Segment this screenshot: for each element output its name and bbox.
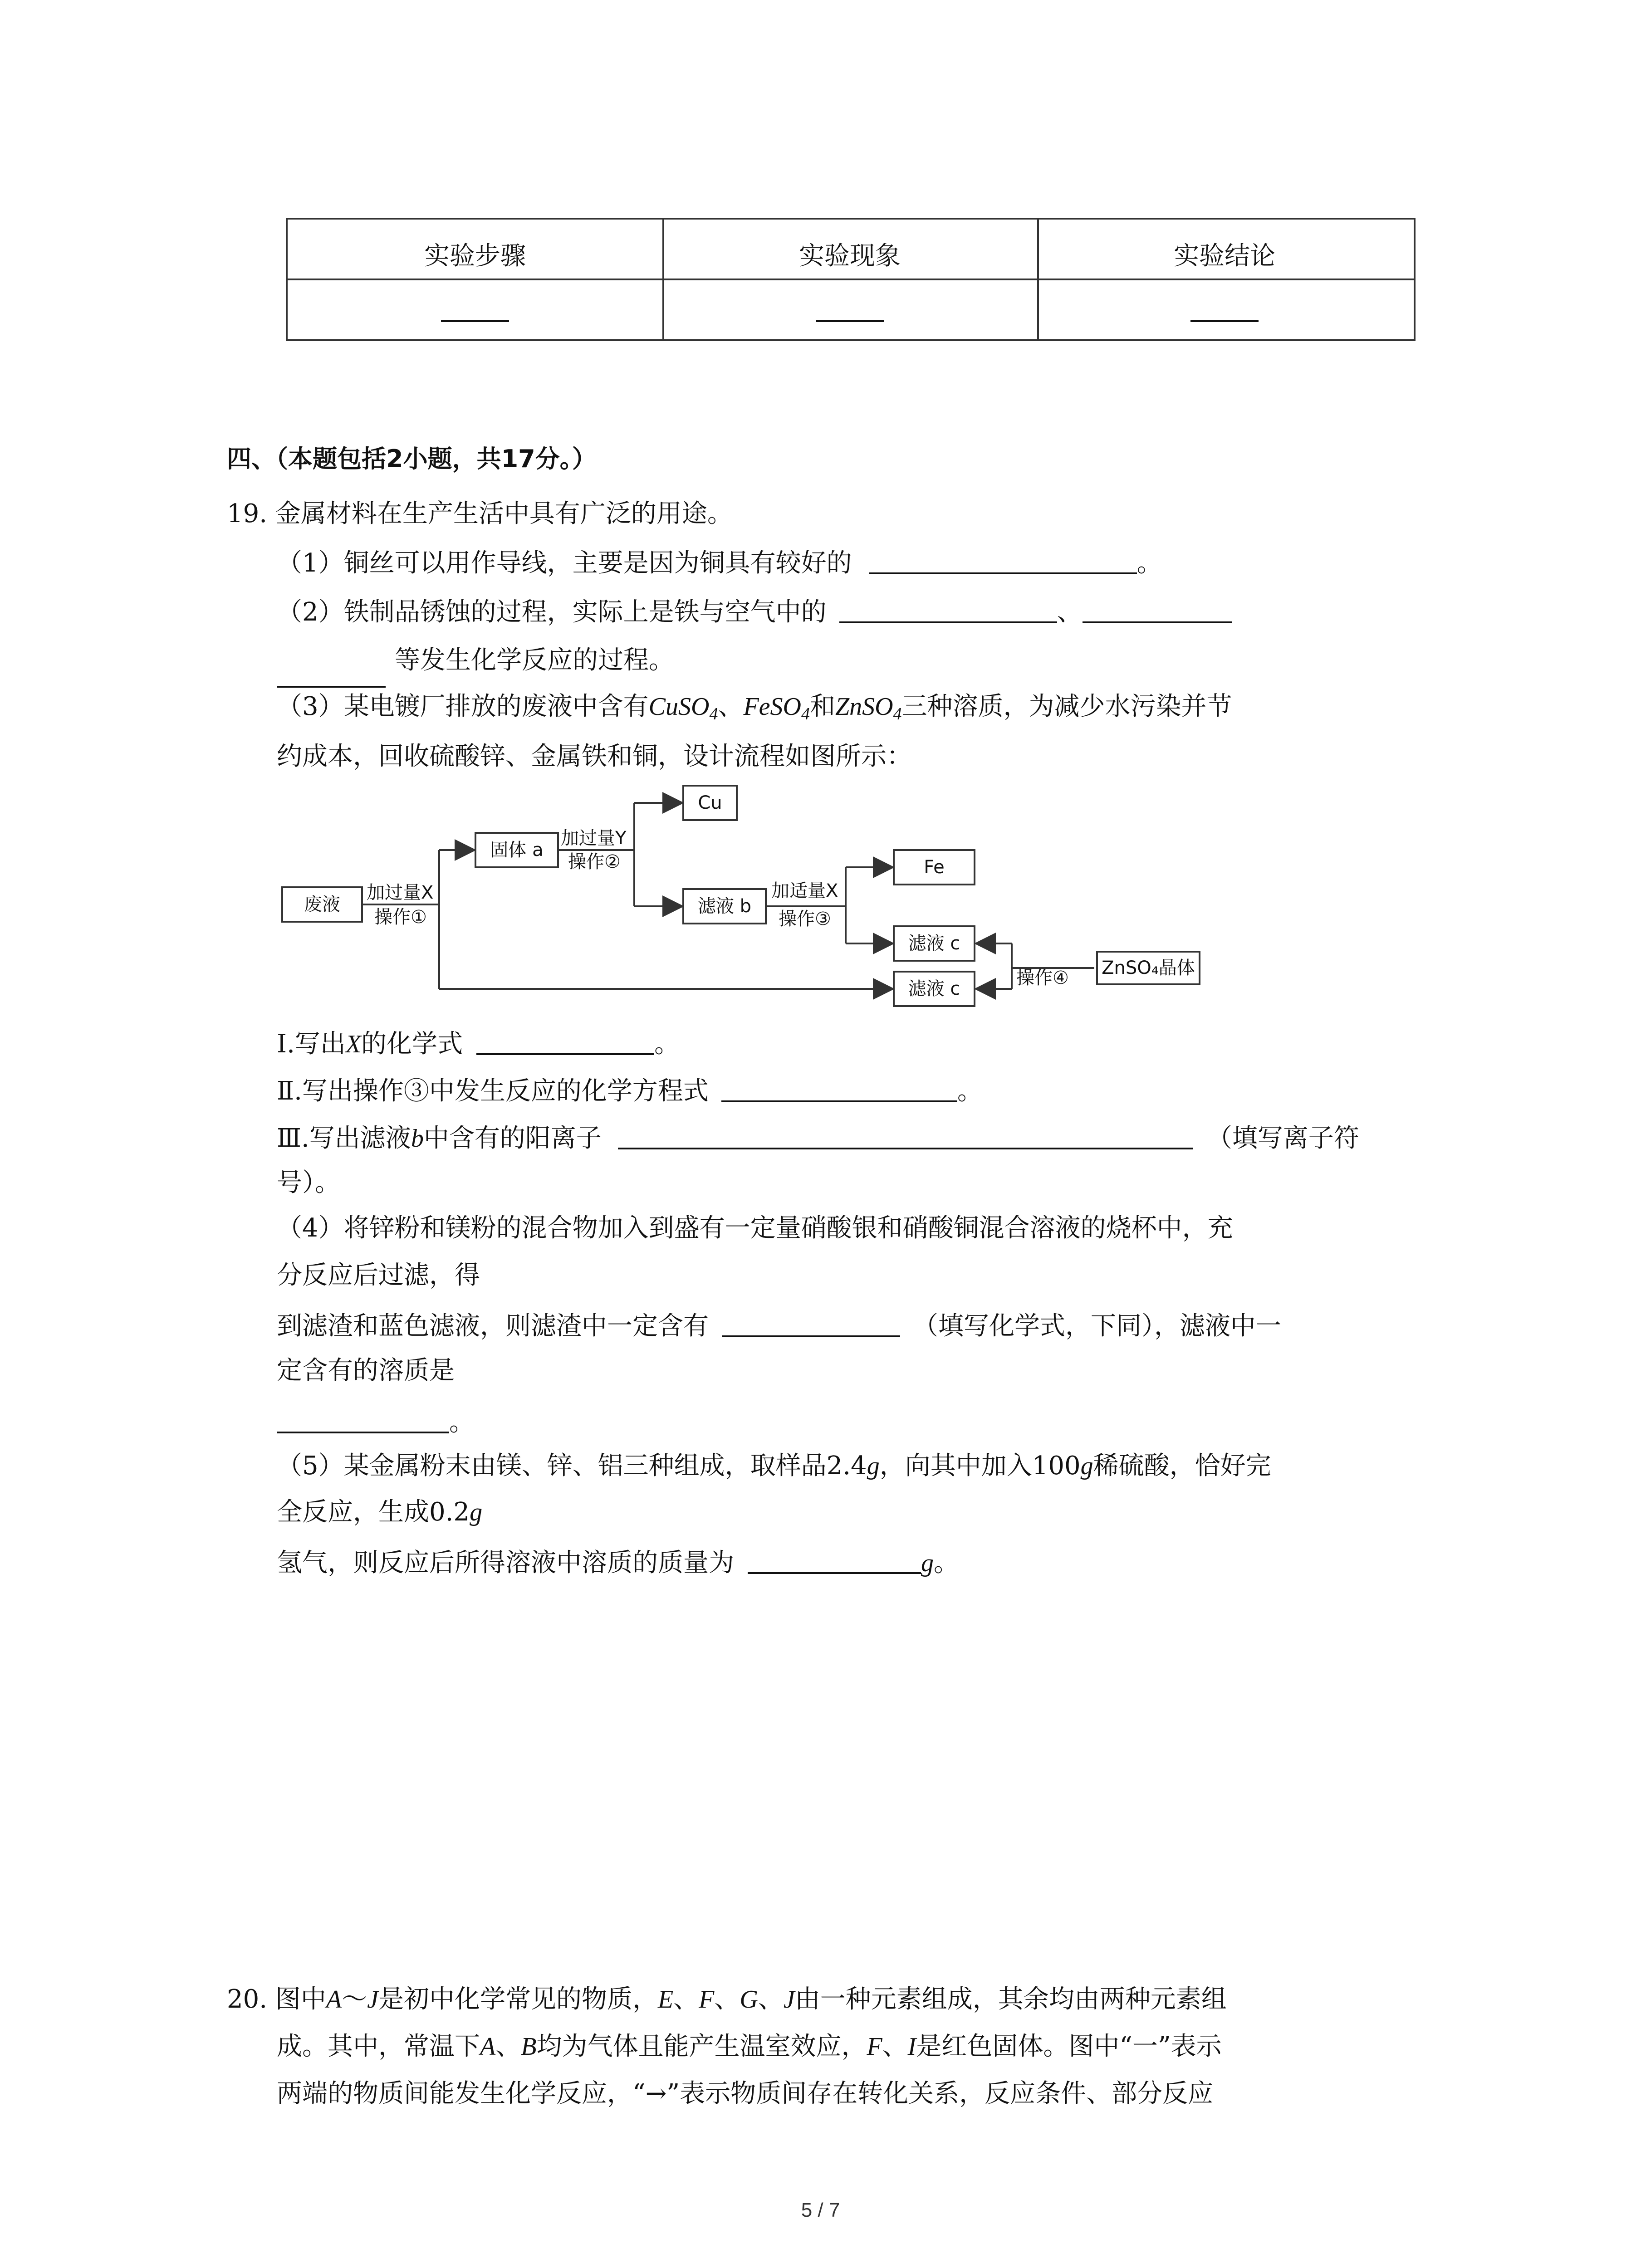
q20-line3: 两端的物质间能发生化学反应，“→”表示物质间存在转化关系，反应条件、部分反应 (277, 2079, 1214, 2108)
filtrate-c-box: 滤液 c (893, 971, 975, 1007)
znso4-crystal-box: ZnSO₄晶体 (1096, 951, 1200, 985)
q19-part5-line3 (277, 1549, 959, 1576)
fe-box: Fe (893, 849, 975, 885)
q19-part3-cont: 约成本，回收硫酸锌、金属铁和铜，设计流程如图所示： (277, 742, 912, 771)
filtrate-c-box: 滤液 c (893, 925, 975, 962)
q19-part1-text: （1）铜丝可以用作导线，主要是因为铜具有较好的 (277, 548, 852, 578)
q19-part5-text: 氢气，则反应后所得溶液中溶质的质量为 (277, 1548, 734, 1578)
q19-part4-line2: 分反应后过滤，得 (277, 1261, 480, 1290)
q20-text: 是红色固体。图中“一”表示 (916, 2032, 1222, 2061)
q20-line1 (227, 1984, 1227, 2014)
solid-a-box: 固体 a (475, 832, 559, 868)
answer-blank[interactable] (816, 320, 884, 322)
conj: 和 (809, 692, 835, 721)
q19-part4-line3 (277, 1312, 1281, 1339)
unit-g: g (921, 1549, 934, 1577)
q19-iii-cont: 号）。 (277, 1168, 340, 1198)
q20-text: 均为气体且能产生温室效应， (536, 2032, 867, 2061)
q19-part3-text: 三种溶质，为减少水污染并节 (901, 692, 1232, 721)
punct: 、 (758, 1984, 784, 2014)
answer-blank[interactable] (1190, 320, 1259, 322)
page-number: 5 / 7 (801, 2199, 840, 2221)
label-add-excess-x: 加过量X (367, 882, 434, 903)
q20-line2 (277, 2034, 1222, 2059)
var-j: J (367, 1985, 378, 2014)
q19-iii (277, 1124, 1359, 1151)
q20-text: 成。其中，常温下 (277, 2032, 480, 2061)
punct: 。 (957, 1076, 983, 1106)
table-header-conclusion: 实验结论 (1174, 241, 1275, 271)
waste-liquid-box: 废液 (281, 886, 363, 923)
table-header-phenomena: 实验现象 (799, 241, 901, 271)
var-a: A (326, 1985, 342, 2014)
table-divider (288, 279, 1414, 280)
subscript: 4 (893, 704, 902, 723)
punct: 。 (449, 1408, 475, 1437)
answer-blank[interactable] (1083, 598, 1232, 623)
var-j: J (783, 1985, 795, 2014)
unit-g: g (867, 1452, 880, 1480)
q20-text: 由一种元素组成，其余均由两种元素组 (794, 1984, 1227, 2014)
punct: 。 (934, 1548, 959, 1578)
q19-iii-text: 中含有的阳离子 (423, 1124, 602, 1153)
var-e: E (657, 1985, 674, 2014)
q19-ii (277, 1077, 983, 1104)
q19-part1 (277, 549, 1162, 576)
answer-blank[interactable] (721, 1077, 957, 1102)
q19-part5-line1 (277, 1453, 1271, 1479)
q19-iii-text: （填写离子符 (1206, 1124, 1359, 1153)
q19-iii-text: Ⅲ.写出滤液 (277, 1124, 411, 1153)
punct: 。 (1136, 548, 1162, 578)
var-f: F (699, 1985, 715, 2014)
q19-part2-text: （2）铁制品锈蚀的过程，实际上是铁与空气中的 (277, 597, 827, 627)
q19-ii-text: Ⅱ.写出操作③中发生反应的化学方程式 (277, 1076, 709, 1106)
punct: 、 (495, 2032, 521, 2061)
answer-blank[interactable] (722, 1312, 900, 1337)
q19-stem: 19. 金属材料在生产生活中具有广泛的用途。 (227, 499, 733, 528)
answer-blank[interactable] (618, 1124, 1193, 1149)
var-i: I (907, 2033, 916, 2061)
var-b: b (411, 1124, 424, 1153)
var-a: A (480, 2033, 496, 2061)
label-op4: 操作④ (1016, 968, 1069, 988)
label-op1: 操作① (374, 907, 427, 928)
q19-part4-text: 到滤渣和蓝色滤液，则滤渣中一定含有 (277, 1311, 709, 1341)
label-op3: 操作③ (779, 909, 831, 929)
q19-part4-line4: 定含有的溶质是 (277, 1356, 455, 1385)
answer-blank[interactable] (869, 549, 1137, 574)
q19-part3-text: （3）某电镀厂排放的废液中含有 (277, 692, 649, 721)
q20-text: 20. 图中 (227, 1984, 326, 2014)
punct: 、 (882, 2032, 908, 2061)
q19-part2-cont: 等发生化学反应的过程。 (395, 645, 674, 675)
table-header-steps: 实验步骤 (424, 241, 526, 271)
subscript: 4 (709, 704, 718, 723)
q19-part2 (277, 598, 1232, 625)
q19-i-text: Ⅰ.写出 (277, 1029, 346, 1059)
var-x: X (345, 1030, 362, 1058)
filtrate-b-box: 滤液 b (682, 888, 767, 924)
flowchart (272, 785, 1252, 1021)
q19-part4-line5 (277, 1408, 475, 1435)
punct: ～ (342, 1984, 367, 2014)
q19-part5-line2 (277, 1497, 483, 1527)
q19-part4-text: （填写化学式，下同），滤液中一 (913, 1311, 1281, 1341)
unit-g: g (470, 1498, 483, 1526)
formula-znso4: ZnSO (835, 693, 893, 721)
q19-part5-text: 全反应，生成0.2 (277, 1497, 470, 1527)
q19-part5-text: 稀硫酸，恰好完 (1093, 1451, 1271, 1481)
punct: 、 (718, 692, 744, 721)
q19-part5-text: （5）某金属粉末由镁、锌、铝三种组成，取样品2.4 (277, 1451, 867, 1481)
q19-part4-line1: （4）将锌粉和镁粉的混合物加入到盛有一定量硝酸银和硝酸铜混合溶液的烧杯中，充 (277, 1213, 1233, 1243)
formula-feso4: FeSO (743, 693, 801, 721)
subscript: 4 (801, 704, 810, 723)
punct: 、 (714, 1984, 740, 2014)
answer-blank[interactable] (748, 1549, 921, 1574)
answer-blank[interactable] (476, 1030, 654, 1055)
label-add-proper-x: 加适量X (771, 880, 838, 901)
answer-blank[interactable] (441, 320, 509, 322)
unit-g: g (1080, 1452, 1093, 1480)
q19-i (277, 1030, 680, 1057)
q19-part3 (277, 694, 1232, 723)
section-title: 四、（本题包括2小题，共17分。） (227, 445, 597, 473)
var-b: B (521, 2033, 537, 2061)
answer-blank[interactable] (277, 1408, 449, 1433)
punct: 、 (673, 1984, 699, 2014)
punct: 、 (1057, 597, 1083, 627)
var-g: G (740, 1985, 758, 2014)
punct: 。 (654, 1029, 680, 1059)
q19-part5-text: ，向其中加入100 (879, 1451, 1081, 1481)
var-f: F (867, 2033, 882, 2061)
formula-cuso4: CuSO (648, 693, 710, 721)
experiment-table (286, 218, 1416, 341)
answer-blank[interactable] (839, 598, 1057, 623)
label-op2: 操作② (568, 851, 621, 872)
cu-box: Cu (682, 785, 738, 821)
answer-blank[interactable] (277, 662, 386, 688)
q19-i-text: 的化学式 (361, 1029, 463, 1059)
q20-text: 是初中化学常见的物质， (378, 1984, 658, 2014)
label-add-excess-y: 加过量Y (561, 828, 627, 849)
